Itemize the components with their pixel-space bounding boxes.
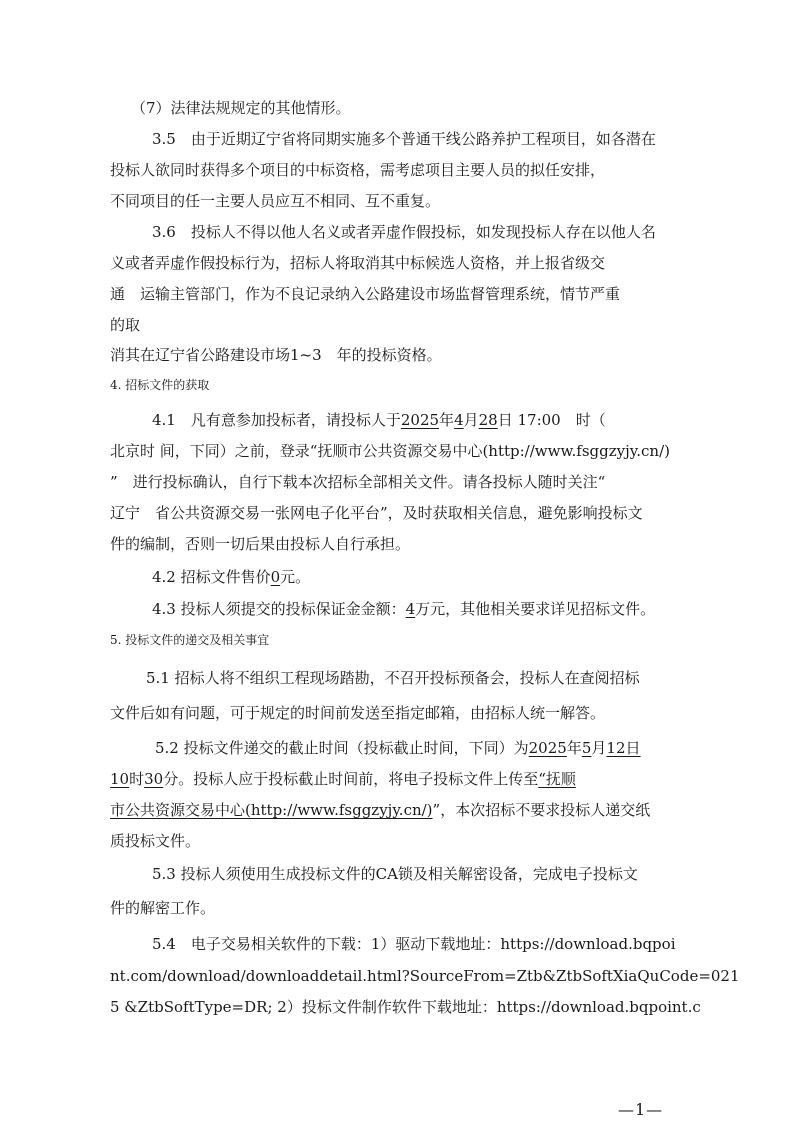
text: 4.3 投标人须提交的投标保证金金额： [152,600,406,618]
clause-4-1-line2: 北京时 间，下同）之前，登录“抚顺市公共资源交易中心(http://www.fsggzyjy.cn/) [110,442,670,460]
text: 年 [439,411,455,429]
clause-4-3 [152,599,655,619]
deadline-hour: 10 [110,770,130,788]
text: 分。投标人应于投标截止时间前，将电子投标文件上传至 [163,770,539,788]
section-4-heading: 4. 招标文件的获取 [110,378,210,392]
clause-5-2-line2 [110,769,576,789]
text: 4.1 凡有意参加投标者，请投标人于 [152,411,401,429]
clause-3-6-line3: 通 运输主管部门，作为不良记录纳入公路建设市场监督管理系统，情节严重 [110,285,621,303]
clause-3-6-line5: 消其在辽宁省公路建设市场1~3 年的投标资格。 [110,346,442,364]
clause-4-1-line1 [152,410,606,430]
clause-5-3-line2: 件的解密工作。 [110,899,216,917]
clause-5-3-line1: 5.3 投标人须使用生成投标文件的CA锁及相关解密设备，完成电子投标文 [152,865,638,883]
clause-5-1-line1: 5.1 招标人将不组织工程现场踏勘，不召开投标预备会，投标人在查阅招标 [146,669,640,687]
text: 4.2 招标文件售价 [152,568,271,586]
text: 日 [625,739,641,757]
clause-4-1-line3: ” 进行投标确认，自行下载本次招标全部相关文件。请各投标人随时关注“ [110,473,606,491]
text: 月 [463,411,479,429]
clause-5-4-line2: nt.com/download/downloaddetail.html?SourceFrom=Ztb&ZtbSoftXiaQuCode=021 [110,967,740,985]
clause-3-6-line1: 3.6 投标人不得以他人名义或者弄虚作假投标，如发现投标人存在以他人名 [152,223,656,241]
bond-amount: 4 [405,600,416,618]
upload-site-name: “抚顺 [538,770,576,788]
bid-year: 2025 [400,411,440,429]
clause-4-2 [152,567,310,587]
clause-5-4-line3: 5 &ZtbSoftType=DR; 2）投标文件制作软件下载地址：https://download.bqpoint.c [110,998,701,1016]
text: 5.2 投标文件递交的截止时间（投标截止时间，下同）为 [155,739,529,757]
text: 年 [566,739,582,757]
text: 元。 [280,568,311,586]
clause-4-1-line5: 件的编制，否则一切后果由投标人自行承担。 [110,535,411,553]
clause-3-6-line4: 的取 [110,316,141,334]
text: 月 [591,739,607,757]
clause-4-1-line4: 辽宁 省公共资源交易一张网电子化平台”，及时获取相关信息，避免影响投标文 [110,504,643,522]
clause-5-2-line1 [155,738,641,758]
deadline-day: 12 [606,739,626,757]
clause-5-2-line4: 质投标文件。 [110,832,201,850]
clause-3-5-line3: 不同项目的任一主要人员应互不相同、互不重复。 [110,192,441,210]
document-price: 0 [270,568,281,586]
clause-5-1-line2: 文件后如有问题，可于规定的时间前发送至指定邮箱，由招标人统一解答。 [110,704,606,722]
clause-3-6-line2: 义或者弄虚作假投标行为，招标人将取消其中标候选人资格，并上报省级交 [110,254,606,272]
text: 时 [129,770,145,788]
section-5-heading: 5. 投标文件的递交及相关事宜 [110,633,270,647]
clause-5-4-line1: 5.4 电子交易相关软件的下载：1）驱动下载地址：https://download.bqpoi [152,935,676,953]
deadline-year: 2025 [528,739,567,757]
upload-site-link[interactable]: 市公共资源交易中心(http://www.fsggzyjy.cn/) [110,801,433,819]
clause-3-5-line2: 投标人欲同时获得多个项目的中标资格，需考虑项目主要人员的拟任安排， [110,161,606,179]
page-number: —1— [618,1100,664,1119]
bid-month: 4 [454,411,464,429]
text: ”，本次招标不要求投标人递交纸 [432,801,651,819]
item-7: （7）法律法规规定的其他情形。 [131,99,351,117]
deadline-month: 5 [581,739,592,757]
deadline-minute: 30 [144,770,164,788]
text: 日 17:00 时（ [497,411,606,429]
clause-3-5-line1: 3.5 由于近期辽宁省将同期实施多个普通干线公路养护工程项目，如各潜在 [152,130,656,148]
text: 万元，其他相关要求详见招标文件。 [415,600,656,618]
clause-5-2-line3 [110,800,650,820]
bid-day: 28 [478,411,498,429]
